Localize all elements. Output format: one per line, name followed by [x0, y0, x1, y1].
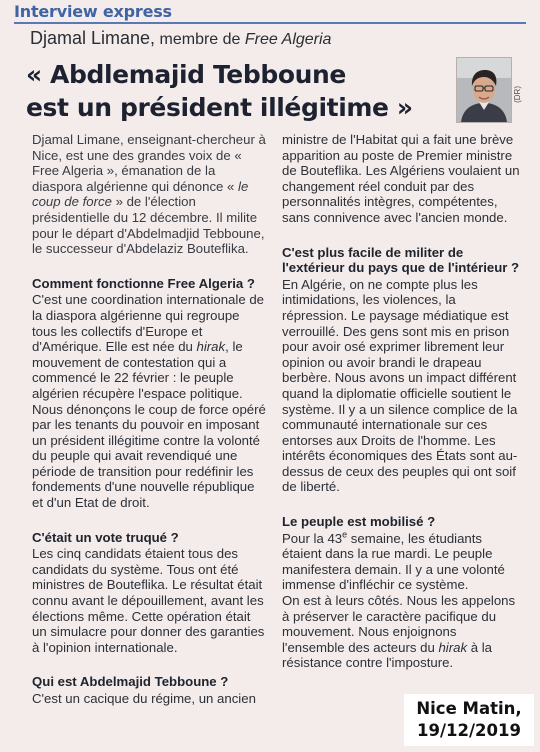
answer-4: En Algérie, on ne compte plus les intimidations, les violences, la répression. Le paysage médiatique est verrouillé. Des gens sont mis en prison pour avoir osé exprimer librement leur opinion ou avoir brandi le drapeau berbère. Nous avons un impact différent quand la diplomatie officielle soutient le système. Il y a un silence complice de la communauté internationale sur ces entorses aux Droits de l'homme. Les intérêts économiques des États sont au-dessus de ceux des peuples qui ont soif de liberté. — [282, 276, 518, 495]
answer-5-text: Pour la 43 — [282, 530, 343, 546]
interviewee-role: membre de — [159, 31, 241, 48]
question-4: C'est plus facile de militer de l'extérieur du pays que de l'intérieur ? — [282, 244, 520, 276]
headline-line-2: est un président illégitime » — [26, 93, 413, 122]
rubric-divider — [14, 22, 526, 24]
headline-line-1: « Abdlemajid Tebboune — [26, 60, 346, 89]
section-rubric: Interview express — [14, 2, 172, 21]
answer-5-paragraph-1 — [282, 531, 522, 593]
article-column-left — [32, 132, 268, 707]
organization-name: Free Algeria — [244, 31, 332, 48]
source-name: Nice Matin, — [416, 699, 522, 718]
answer-1-hirak: hirak — [196, 339, 226, 355]
answer-5-paragraph-2 — [282, 593, 522, 671]
source-date: 19/12/2019 — [417, 721, 521, 740]
question-1: Comment fonctionne Free Algeria ? — [32, 275, 255, 291]
answer-5b-text: On est à leurs côtés. Nous les appelons à préserver le caractère pacifique du mouvement. Nous enjoignons l'ensemble des acteurs du — [282, 593, 516, 655]
lead-quote: le coup de force — [32, 178, 249, 210]
answer-1-text: C'est une coordination internationale de la diaspora algérienne qui regroupe tous les collectifs d'Europe et d'Amérique. Elle est née du — [32, 292, 264, 355]
answer-1 — [32, 292, 268, 510]
photo-credit: (DR) — [513, 86, 522, 103]
answer-5b-text-end: à la résistance contre l'imposture. — [282, 639, 492, 671]
answer-1-text-end: , le mouvement de contestation qui a commencé le 22 février : le peuple algérien récupère l'espace politique. Nous dénonçons le coup de force opéré par les tenants du pouvoir en imposant un président illégitime contre la volonté du peuple qui avait revendiqué une période de transition pour redéfinir les fondements d'une nouvelle république et d'un Etat de droit. — [32, 339, 266, 511]
answer-5-superscript: e — [342, 529, 348, 540]
headline — [26, 58, 446, 124]
question-2: C'était un vote truqué ? — [32, 529, 179, 545]
source-stamp — [404, 694, 534, 746]
lead-paragraph — [32, 132, 268, 257]
answer-3-part-1: C'est un cacique du régime, un ancien — [32, 691, 256, 706]
byline — [30, 28, 331, 49]
portrait-illustration — [457, 58, 511, 122]
portrait-photo — [456, 57, 512, 123]
lead-text: Djamal Limane, enseignant-chercheur à Nice, est une des grandes voix de « Free Algeria », émanation de la diaspora algérienne qui dénonce « — [32, 132, 266, 194]
article-column-right — [282, 132, 522, 671]
lead-text-end: » de l'élection présidentielle du 12 décembre. Il milite pour le départ d'Abdelmadjid Tebboune, le successeur d'Abdelaziz Bouteflika. — [32, 194, 265, 257]
answer-5b-hirak: hirak — [438, 639, 468, 655]
answer-3-part-2: ministre de l'Habitat qui a fait une brève apparition au poste de Premier ministre de Bouteflika. Les Algériens voulaient un changement réel conduit par des personnalités intègres, compétentes, sans connivence avec l'ancien monde. — [282, 132, 520, 225]
answer-5-text-end: semaine, les étudiants étaient dans la rue mardi. Le peuple manifestera demain. Il y a une volonté immense d'infléchir ce système. — [282, 530, 505, 593]
interviewee-name: Djamal Limane, — [30, 28, 156, 48]
question-5: Le peuple est mobilisé ? — [282, 514, 436, 530]
question-3: Qui est Abdelmajid Tebboune ? — [32, 674, 229, 690]
answer-2: Les cinq candidats étaient tous des candidats du système. Tous ont été ministres de Bouteflika. Le résultat était connu avant le dépouillement, avant les élections même. Cette opération était un simulacre pour donner des garanties à l'opinion internationale. — [32, 546, 265, 655]
